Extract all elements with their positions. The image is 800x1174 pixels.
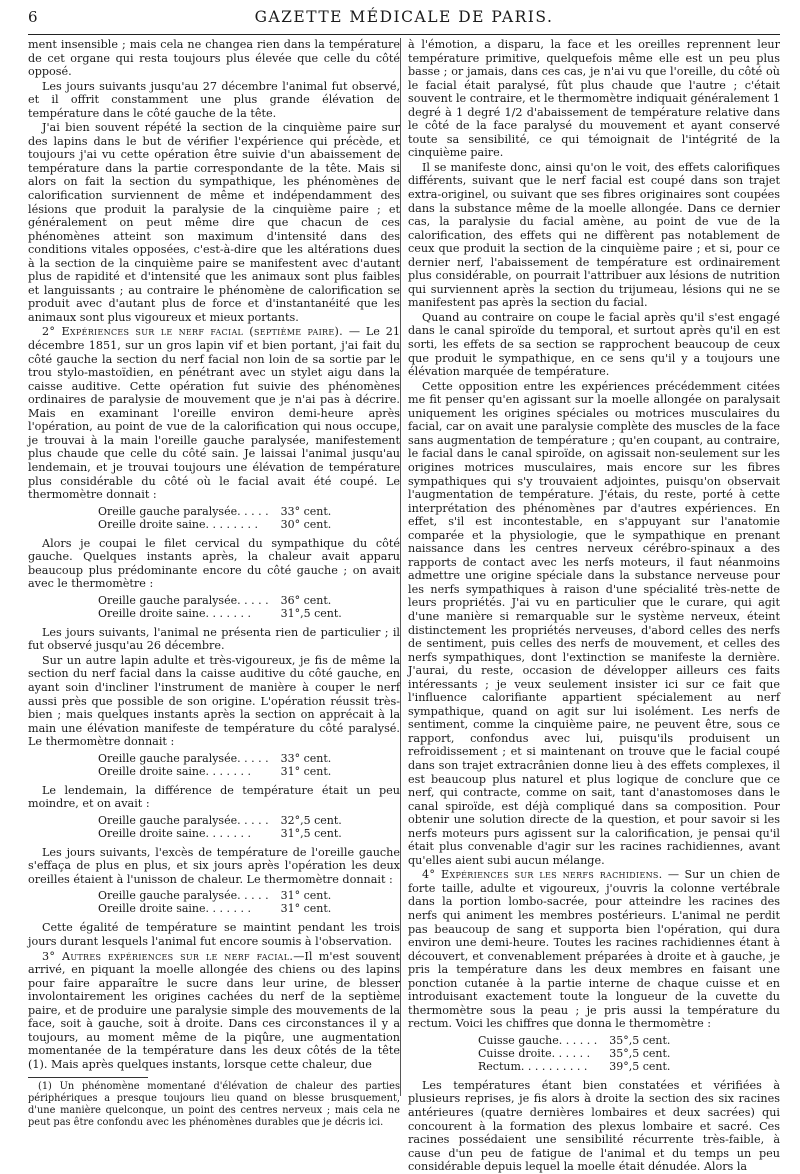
row-label: Oreille droite saine. . . . . . .: [98, 902, 251, 916]
row-label: Cuisse droite. . . . . .: [478, 1046, 591, 1060]
row-label: Oreille gauche paralysée. . . . .: [98, 813, 269, 827]
paragraph: Le lendemain, la différence de température était un peu moindre, et on avait :: [28, 783, 400, 811]
row-value: 32°,5 cent.: [280, 813, 342, 827]
left-column: [28, 38, 400, 1129]
table-row: [98, 607, 346, 620]
paragraph: Quand au contraire on coupe le facial après qu'il s'est engagé dans le canal spiroïde du temporal, et surtout après qu'il en est sorti, les effets de sa section se rapprochent beaucoup de ceux que produit le sympathique, en ce sens qu'il y a toujours une élévation marquée de température.: [408, 310, 780, 379]
running-header: [28, 6, 780, 30]
section-heading: 2° Expériences sur le nerf facial (septième paire).: [42, 325, 344, 339]
row-label: Oreille gauche paralysée. . . . .: [98, 593, 269, 607]
table-row: [98, 765, 335, 778]
paragraph: Sur un autre lapin adulte et très-vigoureux, je fis de même la section du nerf facial dans la caisse auditive du côté gauche, en ayant soin d'incliner l'instrument de manière à couper le nerf aussi près que possible de son origine. L'opération réussit très-bien ; mais quelques instants après la section on apprécait à la main une élévation manifeste de température du côté paralysé. Le thermomètre donnait :: [28, 653, 400, 749]
row-value: 33° cent.: [280, 751, 332, 765]
table-row: [98, 902, 335, 915]
row-label: Oreille droite saine. . . . . . .: [98, 606, 251, 620]
row-value: 31° cent.: [280, 889, 332, 903]
row-value: 39°,5 cent.: [609, 1059, 671, 1073]
section-paragraph: [28, 950, 400, 1072]
paragraph: Les jours suivants jusqu'au 27 décembre l'animal fut observé, et il offrit constamment une plus grande élévation de température dans le côté gauche de la tête.: [28, 79, 400, 120]
row-label: Oreille droite saine. . . . . . . .: [98, 517, 258, 531]
page-number: 6: [28, 8, 38, 26]
row-label: Rectum. . . . . . . . . .: [478, 1059, 588, 1073]
row-label: Oreille gauche paralysée. . . . .: [98, 751, 269, 765]
row-label: Oreille gauche paralysée. . . . .: [98, 889, 269, 903]
row-value: 33° cent.: [280, 504, 332, 518]
footnote: [28, 1081, 400, 1129]
row-label: Oreille droite saine. . . . . . .: [98, 826, 251, 840]
paragraph: Il se manifeste donc, ainsi qu'on le voit, des effets calorifiques différents, suivant que le nerf facial est coupé dans son trajet extra-originel, ou suivant que ses fibres originaires sont coupées dans la substance même de la moelle allongée. Dans ce dernier cas, la paralysie du facial amène, au point de vue de la calorification, des effets qui ne diffèrent pas notablement de ceux que produit la section de la cinquième paire ; et si, pour ce dernier nerf, l'abaissement de température est ordinairement plus considérable, on pourrait l'attribuer aux lésions de nutrition qui surviennent après la section du trijumeau, lésions qui ne se manifestent pas après la section du facial.: [408, 160, 780, 310]
paragraph: ment insensible ; mais cela ne changea rien dans la température de cet organe qui resta toujours plus élevée que celle du côté opposé.: [28, 38, 400, 79]
row-value: 36° cent.: [280, 593, 332, 607]
temperature-table: [98, 814, 346, 840]
temperature-table: [478, 1034, 674, 1073]
paragraph: Cette égalité de température se maintint pendant les trois jours durant lesquels l'animal fut encore soumis à l'observation.: [28, 921, 400, 948]
row-label: Oreille droite saine. . . . . . .: [98, 764, 251, 778]
right-column: [408, 38, 780, 1174]
table-row: [98, 505, 335, 518]
row-label: Oreille gauche paralysée. . . . .: [98, 504, 269, 518]
table-row: [98, 518, 335, 531]
row-value: 35°,5 cent.: [609, 1046, 671, 1060]
section-heading: 4° Expériences sur les nerfs rachidiens.: [422, 868, 663, 882]
paragraph: Les jours suivants, l'animal ne présenta rien de particulier ; il fut observé jusqu'au 26 décembre.: [28, 625, 400, 653]
table-row: [478, 1034, 674, 1047]
row-value: 31° cent.: [280, 902, 332, 916]
section-text: —Il m'est souvent arrivé, en piquant la moelle allongée des chiens ou des lapins pour faire apparaître le sucre dans leur urine, de blesser involontairement les origines cachées du nerf de la septième paire, et de produire une paralysie simple des mouvements de la face, soit à gauche, soit à droite. Dans ces circonstances il y a toujours, au moment même de la piqûre, une augmentation momentanée de la température dans les deux côtés de la tête (1). Mais après quelques instants, lorsque cette chaleur, due: [28, 949, 400, 1071]
paragraph: J'ai bien souvent répété la section de la cinquième paire sur des lapins dans le but de vérifier l'expérience qui précède, et toujours j'ai vu cette opération être suivie d'un abaissement de température dans la partie correspondante de la tête. Mais si alors on fait la section du sympathique, les phénomènes de calorification surviennent de même et indépendamment des lésions que produit la paralysie de la cinquième paire ; et généralement on peut même dire que chacun de ces phénomènes atteint son maximum d'intensité dans des conditions vitales opposées, c'est-à-dire que les altérations dues à la section de la cinquième paire se manifestent avec d'autant plus de rapidité et d'intensité que les animaux sont plus faibles et languissants ; au contraire le phénomène de calorification se produit avec d'autant plus de force et d'instantanéité que les animaux sont plus vigoureux et mieux portants.: [28, 121, 400, 324]
table-row: [98, 594, 346, 607]
temperature-table: [98, 505, 335, 531]
row-value: 31° cent.: [280, 764, 332, 778]
row-value: 30° cent.: [280, 517, 332, 531]
footnote-text: (1) Un phénomène momentané d'élévation de chaleur des parties périphériques a presque toujours lieu quand on blesse brusquement, d'une manière quelconque, un point des centres nerveux ; mais cela ne peut pas être confondu avec les phénomènes durables que je décris ici.: [28, 1081, 400, 1129]
section-paragraph: [28, 325, 400, 501]
row-value: 31°,5 cent.: [280, 826, 342, 840]
table-row: [478, 1060, 674, 1073]
section-heading: 3° Autres expériences sur le nerf facial.: [42, 949, 294, 963]
table-row: [98, 814, 346, 827]
table-row: [478, 1047, 674, 1060]
footnote-rule: [28, 1077, 148, 1078]
header-rule: [28, 34, 780, 35]
section-text: — Le 21 décembre 1851, sur un gros lapin vif et bien portant, j'ai fait du côté gauche la section du nerf facial non loin de sa sortie par le trou stylo-mastoïdien, en pénétrant avec un stylet aigu dans la caisse auditive. Cette opération fut suivie des phénomènes ordinaires de paralysie de mouvement que je n'ai pas à décrire. Mais en examinant l'oreille environ demi-heure après l'opération, au point de vue de la calorification qui nous occupe, je trouvai à la main l'oreille gauche paralysée, manifestement plus chaude que celle du côté sain. Je laissai l'animal jusqu'au lendemain, et je trouvai toujours une élévation de température plus considérable du côté où le facial avait été coupé. Le thermomètre donnait :: [28, 325, 400, 502]
row-label: Cuisse gauche. . . . . .: [478, 1033, 598, 1047]
section-text: — Sur un chien de forte taille, adulte et vigoureux, j'ouvris la colonne vertébrale dans la portion lombo-sacrée, pour atteindre les racines des nerfs qui animent les membres postérieurs. L'animal ne perdit pas beaucoup de sang et supporta bien l'opération, qui dura environ une demi-heure. Toutes les racines rachidiennes étant à découvert, et convenablement préparées à droite et à gauche, je pris la température dans les deux membres en faisant une ponction cutanée à la partie interne de chaque cuisse et en introduisant exactement toute la longueur de la cuvette du thermomètre sous la peau ; je pris aussi la température du rectum. Voici les chiffres que donna le thermomètre :: [408, 868, 780, 1031]
paragraph: Les jours suivants, l'excès de température de l'oreille gauche s'effaça de plus en plus, et six jours après l'opération les deux oreilles étaient à l'unisson de chaleur. Le thermomètre donnait :: [28, 845, 400, 886]
table-row: [98, 827, 346, 840]
paragraph: Cette opposition entre les expériences précédemment citées me fit penser qu'en agissant sur la moelle allongée on paralysait uniquement les origines spéciales ou motrices musculaires du facial, car on avait une paralysie complète des muscles de la face sans augmentation de température ; qu'en coupant, au contraire, le facial dans le canal spiroïde, on agissait non-seulement sur les origines motrices musculaires, mais encore sur les fibres sympathiques qui s'y trouvaient adjointes, puisqu'on observait l'augmentation de température. J'étais, du reste, porté à cette interprétation des phénomènes par d'autres expériences. En effet, s'il est incontestable, en s'appuyant sur l'anatomie comparée et la physiologie, que le sympathique en prenant naissance dans les centres nerveux cérébro-spinaux a des rapports de contact avec les nerfs moteurs, il faut néanmoins admettre une origine spéciale dans la substance nerveuse pour les nerfs sympathiques à raison d'une spécialité très-nette de leurs propriétés. J'ai vu en particulier que le curare, qui agit d'une manière si remarquable sur le système nerveux, éteint distinctement les propriétés nerveuses, d'abord celles des nerfs de sentiment, puis celles des nerfs de mouvement, et celles des nerfs sympathiques, dont l'extinction se manifeste la dernière. J'aurai, du reste, occasion de développer ailleurs ces faits intéressants ; je veux seulement insister ici sur ce fait que l'influence calorifiante appartient spécialement au nerf sympathique, quand on agit sur lui isolément. Les nerfs de sentiment, comme la cinquième paire, ne peuvent être, sous ce rapport, confondus avec lui, puisqu'ils produisent un refroidissement ; et si maintenant on trouve que le facial coupé dans son trajet extracrânien donne lieu à des effets complexes, il est beaucoup plus naturel et plus logique de conclure que ce nerf, qui contracte, comme on sait, tant d'anastomoses dans le canal spiroïde, est déjà compliqué dans sa composition. Pour obtenir une solution directe de la question, et pour savoir si les nerfs moteurs purs agissent sur la calorification, je pensai qu'il était plus convenable d'agir sur les racines rachidiennes, avant qu'elles aient subi aucun mélange.: [408, 379, 780, 867]
table-row: [98, 889, 335, 902]
paragraph: Alors je coupai le filet cervical du sympathique du côté gauche. Quelques instants après, la chaleur avait apparu beaucoup plus prédominante encore du côté gauche ; on avait avec le thermomètre :: [28, 536, 400, 591]
temperature-table: [98, 889, 335, 915]
temperature-table: [98, 752, 335, 778]
paragraph: à l'émotion, a disparu, la face et les oreilles reprennent leur température primitive, quelquefois même elle est un peu plus basse ; or jamais, dans ces cas, je n'ai vu que l'oreille, du côté où le facial était paralysé, fût plus chaude que l'autre ; c'était souvent le contraire, et le thermomètre indiquait généralement 1 degré à 1 degré 1/2 d'abaissement de température relative dans le côté de la face paralysé du mouvement et ayant conservé toute sa sensibilité, ce qui témoignait de l'intégrité de la cinquième paire.: [408, 38, 780, 160]
column-divider: [400, 38, 401, 1096]
row-value: 31°,5 cent.: [280, 606, 342, 620]
section-paragraph: [408, 868, 780, 1031]
table-row: [98, 752, 335, 765]
paragraph: Les températures étant bien constatées et vérifiées à plusieurs reprises, je fis alors à droite la section des six racines antérieures (quatre dernières lombaires et deux sacrées) qui concourent à la formation des plexus lombaire et sacré. Ces racines possédaient une sensibilité récurrente très-faible, à cause d'un peu de fatigue de l'animal et du temps un peu considérable depuis lequel la moelle était dénudée. Alors la: [408, 1078, 780, 1174]
temperature-table: [98, 594, 346, 620]
row-value: 35°,5 cent.: [609, 1033, 671, 1047]
journal-title: GAZETTE MÉDICALE DE PARIS.: [254, 8, 554, 26]
